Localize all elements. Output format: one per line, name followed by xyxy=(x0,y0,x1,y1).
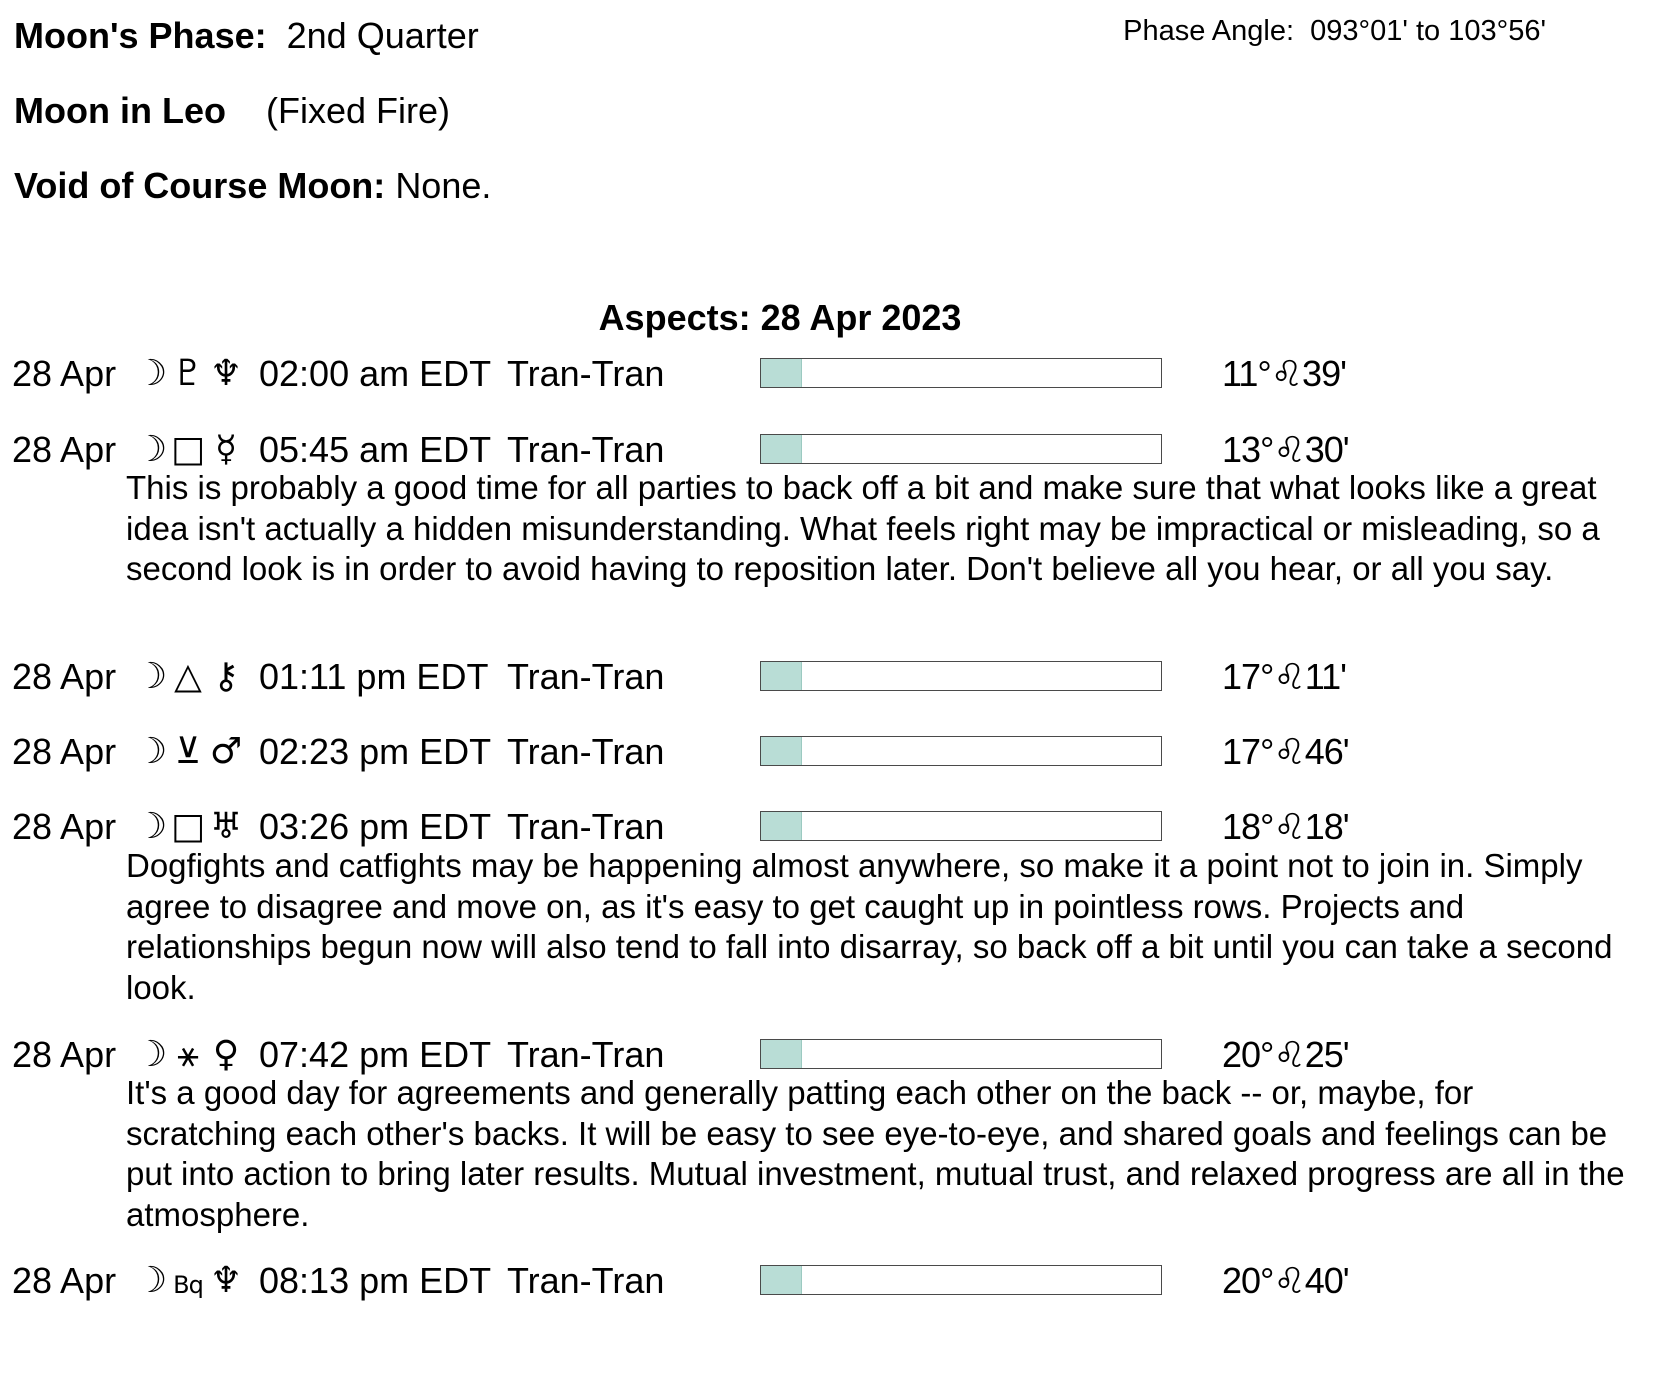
moon-icon: ☽ xyxy=(134,656,168,697)
aspect-strength-bar xyxy=(760,811,1162,841)
moon-icon: ☽ xyxy=(134,1034,168,1075)
aspect-type: Tran-Tran xyxy=(507,429,665,470)
aspect-date: 28 Apr xyxy=(12,1260,117,1301)
aspect-position: 17°♌46' xyxy=(1222,731,1349,772)
moon-phase-line xyxy=(14,16,479,56)
aspect-date: 28 Apr xyxy=(12,656,117,697)
square-aspect-icon: □ xyxy=(170,429,205,470)
aspect-strength-fill xyxy=(761,1040,802,1068)
aspect-type: Tran-Tran xyxy=(507,353,665,394)
aspect-position: 20°♌25' xyxy=(1222,1034,1349,1075)
aspect-time: 02:00 am EDT xyxy=(259,353,492,394)
moon-icon: ☽ xyxy=(134,429,168,470)
aspect-date: 28 Apr xyxy=(12,353,117,394)
aspect-description: This is probably a good time for all parties to back off a bit and make sure that what looks like a great idea isn't actually a hidden misunderstanding. What feels right may be impractical or misleading, so a second look is in order to avoid having to reposition later. Don't believe all you hear, or all you say. xyxy=(126,469,1600,587)
square-aspect-icon: □ xyxy=(170,806,205,847)
aspect-position: 13°♌30' xyxy=(1222,429,1349,470)
moon-icon: ☽ xyxy=(134,806,168,847)
mars-icon: ♂ xyxy=(209,731,243,772)
semisextile-aspect-icon: ⊻ xyxy=(174,731,202,772)
aspect-position: 18°♌18' xyxy=(1222,806,1349,847)
aspect-time: 01:11 pm EDT xyxy=(259,656,489,697)
moon-sign-label: Moon in Leo xyxy=(14,90,226,131)
aspect-position: 20°♌40' xyxy=(1222,1260,1349,1301)
mercury-icon: ☿ xyxy=(214,429,238,470)
aspect-time: 07:42 pm EDT xyxy=(259,1034,492,1075)
aspect-type: Tran-Tran xyxy=(507,1260,665,1301)
aspect-time: 05:45 am EDT xyxy=(259,429,492,470)
pluto-icon: ♇ xyxy=(171,353,205,394)
neptune-icon: ♆ xyxy=(209,353,243,394)
moon-icon: ☽ xyxy=(134,731,168,772)
biquintile-aspect-icon: Bq xyxy=(173,1271,203,1299)
aspect-strength-bar xyxy=(760,736,1162,766)
aspect-strength-fill xyxy=(761,737,802,765)
aspect-type: Tran-Tran xyxy=(507,731,665,772)
aspect-strength-bar xyxy=(760,358,1162,388)
moon-phase-value: 2nd Quarter xyxy=(286,15,479,56)
aspect-date: 28 Apr xyxy=(12,429,117,470)
aspect-strength-fill xyxy=(761,1266,802,1294)
aspect-strength-fill xyxy=(761,812,802,840)
aspect-strength-fill xyxy=(761,662,802,690)
neptune-icon: ♆ xyxy=(209,1260,243,1301)
uranus-icon: ♅ xyxy=(209,806,243,847)
aspect-type: Tran-Tran xyxy=(507,1034,665,1075)
aspect-strength-fill xyxy=(761,435,802,463)
moon-phase-label: Moon's Phase: xyxy=(14,15,267,56)
aspect-description: It's a good day for agreements and generally patting each other on the back -- or, maybe, for scratching each other's backs. It will be easy to see eye-to-eye, and shared goals and feelings can be put into action to bring later results. Mutual investment, mutual trust, and relaxed progress are all in the atmosphere. xyxy=(126,1074,1625,1233)
aspect-date: 28 Apr xyxy=(12,731,117,772)
void-of-course-label: Void of Course Moon: xyxy=(14,165,386,206)
trine-aspect-icon: △ xyxy=(174,656,202,697)
void-of-course-line xyxy=(14,166,491,206)
aspects-title: Aspects: 28 Apr 2023 xyxy=(598,297,962,338)
aspect-strength-bar xyxy=(760,1039,1162,1069)
aspect-type: Tran-Tran xyxy=(507,656,665,697)
aspect-time: 08:13 pm EDT xyxy=(259,1260,492,1301)
aspect-time: 02:23 pm EDT xyxy=(259,731,492,772)
aspect-position: 11°♌39' xyxy=(1222,353,1346,394)
aspect-strength-bar xyxy=(760,661,1162,691)
void-of-course-value: None. xyxy=(395,165,492,206)
sextile-aspect-icon: ⚹ xyxy=(177,1034,199,1075)
moon-sign-line xyxy=(14,91,450,131)
aspect-strength-bar xyxy=(760,434,1162,464)
aspect-date: 28 Apr xyxy=(12,806,117,847)
aspect-type: Tran-Tran xyxy=(507,806,665,847)
aspect-date: 28 Apr xyxy=(12,1034,117,1075)
chiron-icon: ⚷ xyxy=(212,656,240,697)
moon-sign-value: (Fixed Fire) xyxy=(265,90,450,131)
phase-angle: Phase Angle: 093°01' to 103°56' xyxy=(1123,15,1546,47)
aspect-description: Dogfights and catfights may be happening almost anywhere, so make it a point not to join in. Simply agree to disagree and move on, as it's easy to get caught up in pointless rows. Projects and relationships begun now will also tend to fall into disarray, so back off a bit until you can take a second look. xyxy=(126,847,1613,1006)
moon-icon: ☽ xyxy=(134,353,168,394)
aspect-time: 03:26 pm EDT xyxy=(259,806,492,847)
aspect-strength-bar xyxy=(760,1265,1162,1295)
venus-icon: ♀ xyxy=(212,1034,240,1075)
aspect-position: 17°♌11' xyxy=(1222,656,1346,697)
aspect-strength-fill xyxy=(761,359,802,387)
moon-icon: ☽ xyxy=(134,1260,168,1301)
